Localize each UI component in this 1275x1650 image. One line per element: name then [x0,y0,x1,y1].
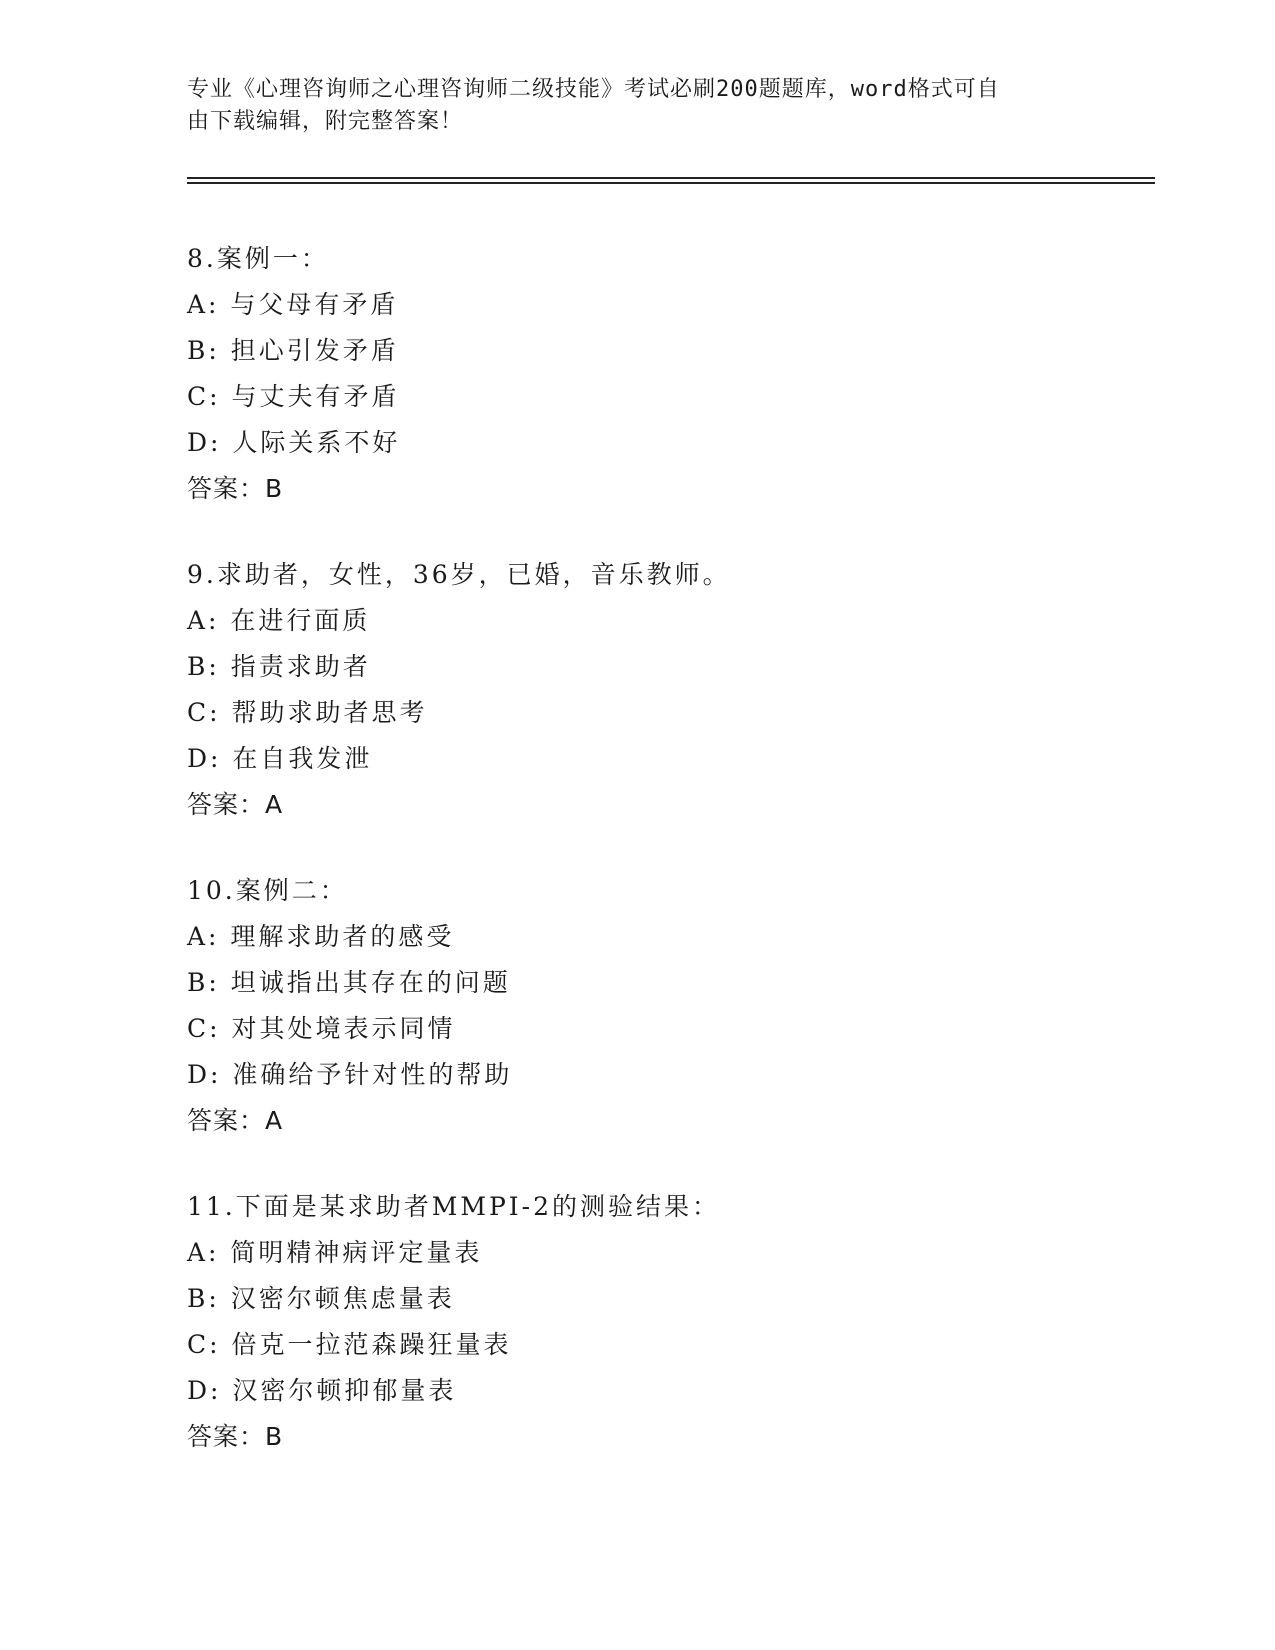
option-b: B: 汉密尔顿焦虑量表 [187,1284,455,1313]
header-divider-top [187,177,1155,179]
answer-line: 答案：B [187,1422,284,1451]
option-b: B: 坦诚指出其存在的问题 [187,968,511,997]
question-stem: 8.案例一： [187,244,329,273]
question-9 [187,552,1155,828]
header-line-1: 专业《心理咨询师之心理咨询师二级技能》考试必刷200题题库，word格式可自 [187,77,1000,102]
option-a: A: 与父母有矛盾 [187,290,399,319]
document-header [187,74,1067,138]
answer-line: 答案：A [187,1106,284,1135]
question-11 [187,1184,1155,1460]
option-d: D: 汉密尔顿抑郁量表 [187,1376,457,1405]
option-c: C: 帮助求助者思考 [187,698,428,727]
option-b: B: 担心引发矛盾 [187,336,399,365]
option-a: A: 理解求助者的感受 [187,922,455,951]
option-c: C: 对其处境表示同情 [187,1014,456,1043]
option-c: C: 倍克一拉范森躁狂量表 [187,1330,512,1359]
question-10 [187,868,1155,1144]
option-a: A: 简明精神病评定量表 [187,1238,483,1267]
answer-line: 答案：A [187,790,284,819]
answer-line: 答案：B [187,474,284,503]
option-c: C: 与丈夫有矛盾 [187,382,400,411]
option-b: B: 指责求助者 [187,652,371,681]
question-stem: 10.案例二： [187,876,348,905]
question-stem: 11.下面是某求助者MMPI-2的测验结果： [187,1192,721,1221]
option-d: D: 人际关系不好 [187,428,401,457]
header-divider-bottom [187,182,1155,184]
question-list [187,236,1155,1460]
option-a: A: 在进行面质 [187,606,371,635]
header-line-2: 由下载编辑，附完整答案！ [187,109,464,134]
option-d: D: 在自我发泄 [187,744,373,773]
option-d: D: 准确给予针对性的帮助 [187,1060,513,1089]
question-8 [187,236,1155,512]
question-stem: 9.求助者，女性，36岁，已婚，音乐教师。 [187,560,731,589]
